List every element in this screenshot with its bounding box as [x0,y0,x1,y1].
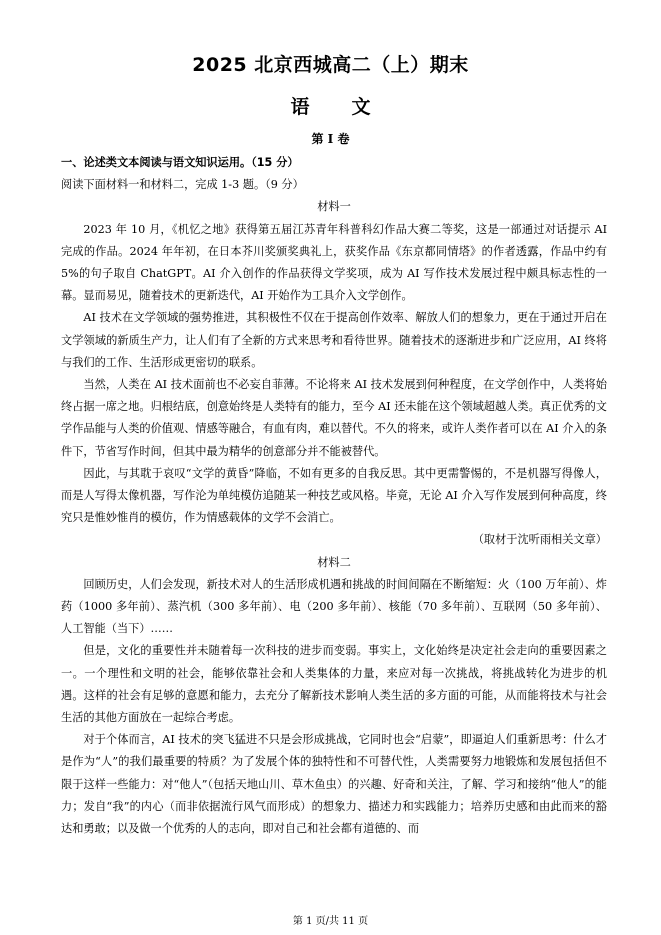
material1-paragraph-3: 当然，人类在 AI 技术面前也不必妄自菲薄。不论将来 AI 技术发展到何种程度，在文学创作中，人类将始终占据一席之地。归根结底，创意始终是人类特有的能力，至今 AI 还未能在这个领域超越人类。真正优秀的文学作品能与人类的价值观、情感等融合，有血有肉，难以替代。不久的将来，或许人类作者可以在 AI 介入的条件下，节省写作时间，但其中最为精华的创意部分并不能被替代。 [61,378,607,458]
material2-paragraph-1: 回顾历史，人们会发现，新技术对人的生活形成机遇和挑战的时间间隔在不断缩短：火（100 万年前）、炸药（1000 多年前）、蒸汽机（300 多年前）、电（200 多年前）、核能（70 多年前）、互联网（50 多年前）、人工智能（当下）…… [61,577,607,636]
material1-title: 材料一 [317,200,351,214]
material1-paragraph-4: 因此，与其耽于哀叹“文学的黄昏”降临，不如有更多的自我反思。其中更需警惕的，不是机器写得像人，而是人写得太像机器，写作沦为单纯模仿追随某一种技艺或风格。毕竟，无论 AI 介入写作发展到何种高度，终究只是惟妙惟肖的模仿，作为情感载体的文学不会消亡。 [61,466,607,525]
exam-body [61,152,607,840]
section-heading: 一、论述类文本阅读与语文知识运用。（15 分） [61,156,299,169]
material2-paragraph-2: 但是，文化的重要性并未随着每一次科技的进步而变弱。事实上，文化始终是决定社会走向的重要因素之一。一个理性和文明的社会，能够依靠社会和人类集体的力量，来应对每一次挑战，将挑战转化为进步的机遇。这样的社会有足够的意愿和能力，去充分了解新技术影响人类生活的多方面的可能，从而能将技术与社会生活的其他方面放在一起综合考虑。 [61,644,607,725]
material1-source: （取材于沈听雨相关文章） [472,533,607,547]
volume-label: 第 I 卷 [311,132,350,146]
material1-paragraph-2: AI 技术在文学领域的强势推进，其积极性不仅在于提高创作效率、解放人们的想象力，更在于通过开启在文学领域的新质生产力，让人们有了全新的方式来思考和看待世界。随着技术的逐渐进步和广泛应用，AI 终将与我们的工作、生活形成更密切的联系。 [61,311,607,369]
subject-title: 语文 [290,96,413,118]
material2-paragraph-3: 对于个体而言，AI 技术的突飞猛进不只是会形成挑战，它同时也会“启蒙”，即逼迫人们重新思考：什么才是作为“人”的我们最重要的特质？为了发展个体的独特性和不可替代性，人类需要努力地锻炼和发展包括但不限于这样一些能力：对“他人”（包括天地山川、草木鱼虫）的兴趣、好奇和关注，了解、学习和接纳“他人”的能力；发自“我”的内心（而非依据流行风气而形成）的想象力、描述力和实践能力；培养历史感和由此而来的豁达和勇敢；以及做一个优秀的人的志向，即对自己和社会都有道德的、而 [61,733,607,836]
section-instruction: 阅读下面材料一和材料二，完成 1-3 题。（9 分） [61,178,304,192]
page-footer: 第 1 页/共 11 页 [292,916,369,927]
exam-title: 2025 北京西城高二（上）期末 [192,54,469,76]
material2-title: 材料二 [317,555,351,569]
material1-paragraph-1: 2023 年 10 月，《机忆之地》获得第五届江苏青年科普科幻作品大赛二等奖，这是一部通过对话提示 AI 完成的作品。2024 年年初，在日本芥川奖颁奖典礼上，获奖作品《东京都同情塔》的作者透露，作品中约有 5%的句子取自 ChatGPT。AI 介入创作的作品获得文学奖项，成为 AI 写作技术发展过程中颇具标志性的一幕。显而易见，随着技术的更新迭代，AI 开始作为工具介入文学创作。 [61,222,607,303]
